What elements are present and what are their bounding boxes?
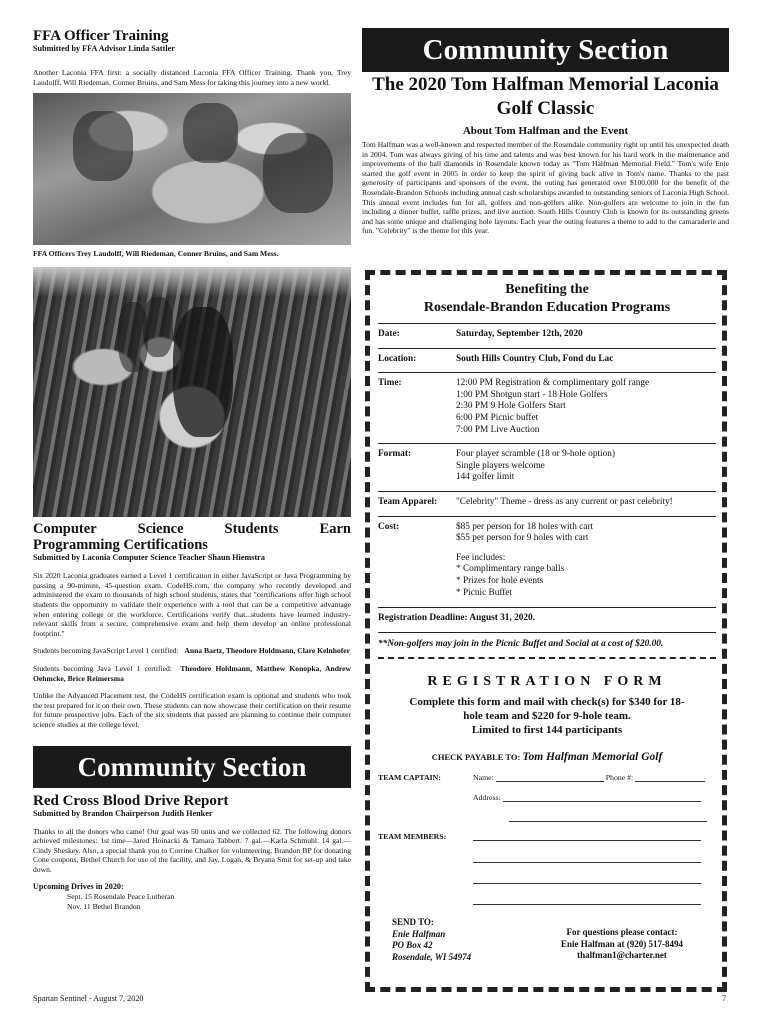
apparel-row: Team Apparel: "Celebrity" Theme - dress as any current or past celebrity! <box>378 496 673 507</box>
reg-text-2: hole team and $220 for 9-hole team. <box>463 710 631 723</box>
registration-form-title: REGISTRATION FORM <box>427 674 667 690</box>
deadline: Registration Deadline: August 31, 2020. <box>378 613 536 624</box>
location-row: Location: South Hills Country Club, Fond du Lac <box>378 353 614 364</box>
captain-name-field[interactable] <box>496 773 604 782</box>
page-number: 7 <box>722 994 727 1003</box>
ffa-caption: FFA Officers Trey Laudolff, Will Riedeman, Conner Bruins, and Sam Mess. <box>33 249 279 259</box>
ffa-submitted: Submitted by FFA Advisor Linda Sattler <box>33 44 175 53</box>
cs-title-line2: Programming Certifications <box>33 537 208 554</box>
member-field-3[interactable] <box>473 875 701 884</box>
box-title-1: Benefiting the <box>505 282 589 297</box>
reg-text-1: Complete this form and mail with check(s) for $340 for 18- <box>409 696 685 709</box>
community-section-banner-left: Community Section <box>33 746 351 788</box>
redcross-body: Thanks to all the donors who came! Our goal was 50 units and we collected 62. The following donors achieved milestones: 1st time—Jared Hoinacki & Tamara Tabbert. 7 gal.—Karla Schmuhl. 14 gal.—Cindy Sheskey. Also, a special thank you to Corrine Chalker for volunteering, Brandon BP for donating Cone coupons, Bethel Church for use of the facility, and Jay, Logan, & Bryana Smit for set-up and take down. <box>33 826 351 874</box>
date-row: Date: Saturday, September 12th, 2020 <box>378 329 583 339</box>
address-field[interactable] <box>503 793 701 802</box>
cost-row: Cost: $85 per person for 18 holes with cart $55 per person for 9 holes with cart Fee includes: * Complimentary range balls * Prizes for hole events * Picnic Buffet <box>378 521 594 598</box>
cs-title-line1: Computer Science Students Earn <box>33 521 351 538</box>
send-to: SEND TO: Enie Halfman PO Box 42 Rosendale, WI 54974 <box>392 917 472 962</box>
address-row: Address: <box>378 793 716 803</box>
redcross-submitted: Submitted by Brandon Chairperson Judith Henker <box>33 808 213 818</box>
contact-section <box>378 917 716 963</box>
team-captain-row: TEAM CAPTAIN: Name: Phone #: <box>378 773 716 783</box>
questions-contact: For questions please contact: Enie Halfman at (920) 517-8494 thalfman1@charter.net <box>561 927 683 961</box>
nongolfers-note: **Non-golfers may join in the Picnic Buffet and Social at a cost of $20.00. <box>378 638 664 649</box>
cs-paragraph-4: Unlike the Advanced Placement test, the CodeHS certification exam is optional and students who took the test prepared for it on their own. These students can now showcase their certification on their resume for future prospective jobs. Each of the six students that passed are planning to continue their computer science studies at the college level. <box>33 691 351 729</box>
ffa-field-walk-photo <box>33 267 351 517</box>
event-box <box>365 270 727 992</box>
footer-left: Spartan Sentinel - August 7, 2020 <box>33 994 144 1003</box>
ffa-officers-photo <box>33 93 351 245</box>
community-section-banner-right: Community Section <box>362 28 729 72</box>
about-body: Tom Halfman was a well-known and respected member of the Rosendale community right up until his unexpected death in 2004. Tom was always giving of his time and talents and was best known for his hard work in the maintenance and improvements of the ball diamonds in Rosendale known today as "Tom Halfman Memorial Field." Tom's wife Enie started the golf event in 2005 in order to keep the spirit of giving back alive in Tom's name. Thanks to the past generosity of participants and sponsors of the event, the outing has generated over $100,000 for the benefit of the Rosendale-Brandon Schools including annual cash scholarships awarded to outstanding seniors of Laconia High School. This annual event includes fun for all, golfers and non-golfers alike. Non-golfers are welcome to join in the fun including a dinner buffet, raffle prizes, and live auction. South Hills Country Club is known for its outstanding greens and has some unique and challenging hole layouts. Each year the outing features a theme to add to the camaraderie and fun. "Celebrity" is the theme for this year. <box>362 140 729 236</box>
cs-paragraph-1: Six 2020 Laconia graduates earned a Level 1 certification in either JavaScript or Java Programming by passing a 90-minute, 45-question exam. CodeHS.com, the company who recently developed and administered the exam to thousands of high school students, states that "certifications offer high school students the opportunity to validate their experience with a tool that can be a competitive advantage when entering college or the workforce. Certifications verify that...students have learned industry-relevant skills from a secure, comprehensive exam and help them develop an online professional footprint." <box>33 571 351 638</box>
time-row: Time: 12:00 PM Registration & complimentary golf range 1:00 PM Shotgun start - 18 Hole Golfers 2:30 PM 9 Hole Golfers Start 6:00 PM Picnic buffet 7:00 PM Live Auction <box>378 378 650 435</box>
reg-text-3: Limited to first 144 participants <box>471 724 623 737</box>
member-field-2[interactable] <box>473 854 701 863</box>
cs-java-certified: Students becoming Java Level 1 certified: Theodore Holdmann, Matthew Konopka, Andrew Oehmcke, Brice Reimersma <box>33 663 352 683</box>
captain-phone-field[interactable] <box>635 773 705 782</box>
format-row: Format: Four player scramble (18 or 9-hole option) Single players welcome 144 golfer limit <box>378 449 616 483</box>
ffa-title: FFA Officer Training <box>33 28 169 44</box>
box-title-2: Rosendale-Brandon Education Programs <box>423 300 671 315</box>
left-column <box>33 28 351 912</box>
member-field-4[interactable] <box>473 896 701 905</box>
address-field-2[interactable] <box>509 813 707 822</box>
redcross-title: Red Cross Blood Drive Report <box>33 792 229 809</box>
upcoming-label: Upcoming Drives in 2020: <box>33 882 124 892</box>
about-title: About Tom Halfman and the Event <box>462 125 629 137</box>
upcoming-drive-2: Nov. 11 Bethel Brandon <box>67 902 141 912</box>
ffa-body: Another Laconia FFA first: a socially distanced Laconia FFA Officer Training. Thank you, Trey Laudolff, Will Riedeman, Conner Bruins, and Sam Mess for taking this journey into a new world. <box>33 68 351 87</box>
team-members-row: TEAM MEMBERS: <box>378 832 716 842</box>
cs-article <box>33 521 351 729</box>
golf-classic-title: The 2020 Tom Halfman Memorial Laconia Golf Classic <box>372 74 719 119</box>
right-column <box>362 28 729 236</box>
cs-submitted: Submitted by Laconia Computer Science Teacher Shaun Hiemstra <box>33 553 265 563</box>
cs-javascript-certified: Students becoming JavaScript Level 1 certified: Anna Bartz, Theodore Holdmann, Clare Kelnhofer <box>33 646 351 656</box>
redcross-article <box>33 793 351 912</box>
upcoming-drive-1: Sept. 15 Rosendale Peace Lutheran <box>67 892 175 902</box>
check-payable: CHECK PAYABLE TO: Tom Halfman Memorial Golf <box>431 751 663 764</box>
member-field-1[interactable] <box>473 832 701 841</box>
